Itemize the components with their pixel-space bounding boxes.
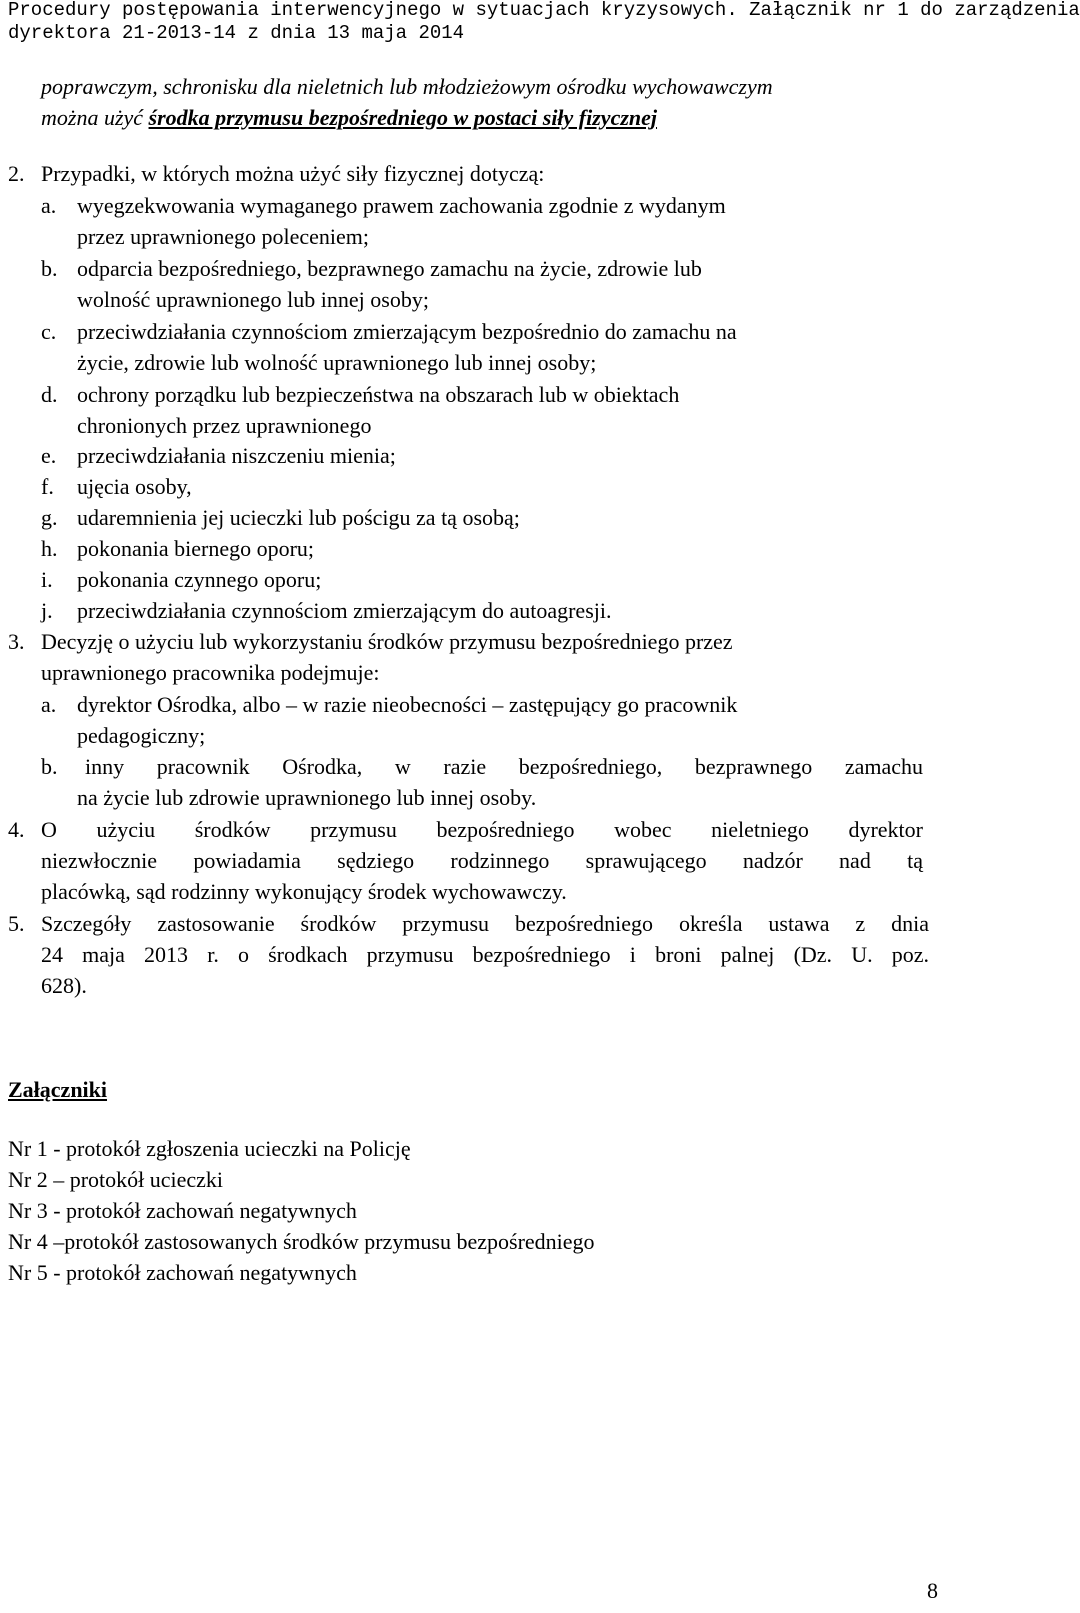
item-2b-line-2: wolność uprawnionego lub innej osoby; [77, 287, 429, 312]
item-2a-letter: a. [41, 193, 57, 218]
item-2d-line-1: ochrony porządku lub bezpieczeństwa na obszarach lub w obiektach [77, 382, 680, 407]
item-2c-line-2: życie, zdrowie lub wolność uprawnionego lub innej osoby; [77, 350, 597, 375]
item-2h-letter: h. [41, 536, 58, 561]
intro-emphasis: środka przymusu bezpośredniego w postaci siły fizycznej [148, 105, 658, 130]
section-5-line-1: Szczegóły zastosowanie środków przymusu bezpośredniego określa ustawa z dnia [41, 911, 929, 936]
item-2f-letter: f. [41, 474, 54, 499]
item-2j-letter: j. [41, 598, 53, 623]
attachment-item-3: Nr 3 - protokół zachowań negatywnych [8, 1198, 357, 1223]
section-4-number: 4. [8, 817, 25, 842]
item-2c-letter: c. [41, 319, 57, 344]
running-header-line-2: dyrektora 21-2013-14 z dnia 13 maja 2014 [8, 22, 465, 44]
item-2d-line-2: chronionych przez uprawnionego [77, 413, 372, 438]
item-2h-line-1: pokonania biernego oporu; [77, 536, 315, 561]
item-3b-letter: b. [41, 754, 58, 779]
item-2d-letter: d. [41, 382, 58, 407]
running-header-line-1: Procedury postępowania interwencyjnego w sytuacjach kryzysowych. Załącznik nr 1 do zarządzenia [8, 0, 1080, 21]
item-2c-line-1: przeciwdziałania czynnościom zmierzającym bezpośrednio do zamachu na [77, 319, 737, 344]
attachment-item-5: Nr 5 - protokół zachowań negatywnych [8, 1260, 357, 1285]
item-2b-letter: b. [41, 256, 58, 281]
section-4-line-3: placówką, sąd rodzinny wykonujący środek wychowawczy. [41, 879, 567, 904]
item-2f-line-1: ujęcia osoby, [77, 474, 192, 499]
intro-line-2 [41, 103, 657, 133]
item-2e-letter: e. [41, 443, 57, 468]
section-2-number: 2. [8, 161, 25, 186]
item-3a-line-1: dyrektor Ośrodka, albo – w razie nieobecności – zastępujący go pracownik [77, 692, 738, 717]
section-4-line-2: niezwłocznie powiadamia sędziego rodzinnego sprawującego nadzór nad tą [41, 848, 923, 873]
item-2g-letter: g. [41, 505, 58, 530]
attachment-item-1: Nr 1 - protokół zgłoszenia ucieczki na Policję [8, 1136, 411, 1161]
section-5-line-2: 24 maja 2013 r. o środkach przymusu bezpośredniego i broni palnej (Dz. U. poz. [41, 942, 929, 967]
intro-line-1: poprawczym, schronisku dla nieletnich lub młodzieżowym ośrodku wychowawczym [41, 74, 773, 99]
section-4-line-1: O użyciu środków przymusu bezpośredniego wobec nieletniego dyrektor [41, 817, 923, 842]
attachment-item-2: Nr 2 – protokół ucieczki [8, 1167, 224, 1192]
section-5-line-3: 628). [41, 973, 87, 998]
item-2a-line-2: przez uprawnionego poleceniem; [77, 224, 369, 249]
item-2j-line-1: przeciwdziałania czynnościom zmierzającym do autoagresji. [77, 598, 612, 623]
item-3a-line-2: pedagogiczny; [77, 723, 206, 748]
item-2e-line-1: przeciwdziałania niszczeniu mienia; [77, 443, 396, 468]
attachment-item-4: Nr 4 –protokół zastosowanych środków przymusu bezpośredniego [8, 1229, 595, 1254]
item-3b-line-1: inny pracownik Ośrodka, w razie bezpośredniego, bezprawnego zamachu [85, 754, 923, 779]
section-3-number: 3. [8, 629, 25, 654]
attachments-heading: Załączniki [8, 1077, 108, 1102]
item-3b-line-2: na życie lub zdrowie uprawnionego lub innej osoby. [77, 785, 537, 810]
item-3a-letter: a. [41, 692, 57, 717]
intro-line-2-prefix: można użyć [41, 105, 149, 130]
section-2-title: Przypadki, w których można użyć siły fizycznej dotyczą: [41, 161, 545, 186]
item-2i-line-1: pokonania czynnego oporu; [77, 567, 322, 592]
page-number: 8 [927, 1578, 938, 1603]
section-3-line-2: uprawnionego pracownika podejmuje: [41, 660, 380, 685]
item-2b-line-1: odparcia bezpośredniego, bezprawnego zamachu na życie, zdrowie lub [77, 256, 702, 281]
item-2i-letter: i. [41, 567, 53, 592]
section-3-line-1: Decyzję o użyciu lub wykorzystaniu środków przymusu bezpośredniego przez [41, 629, 733, 654]
item-2g-line-1: udaremnienia jej ucieczki lub pościgu za tą osobą; [77, 505, 520, 530]
section-5-number: 5. [8, 911, 25, 936]
item-2a-line-1: wyegzekwowania wymaganego prawem zachowania zgodnie z wydanym [77, 193, 726, 218]
